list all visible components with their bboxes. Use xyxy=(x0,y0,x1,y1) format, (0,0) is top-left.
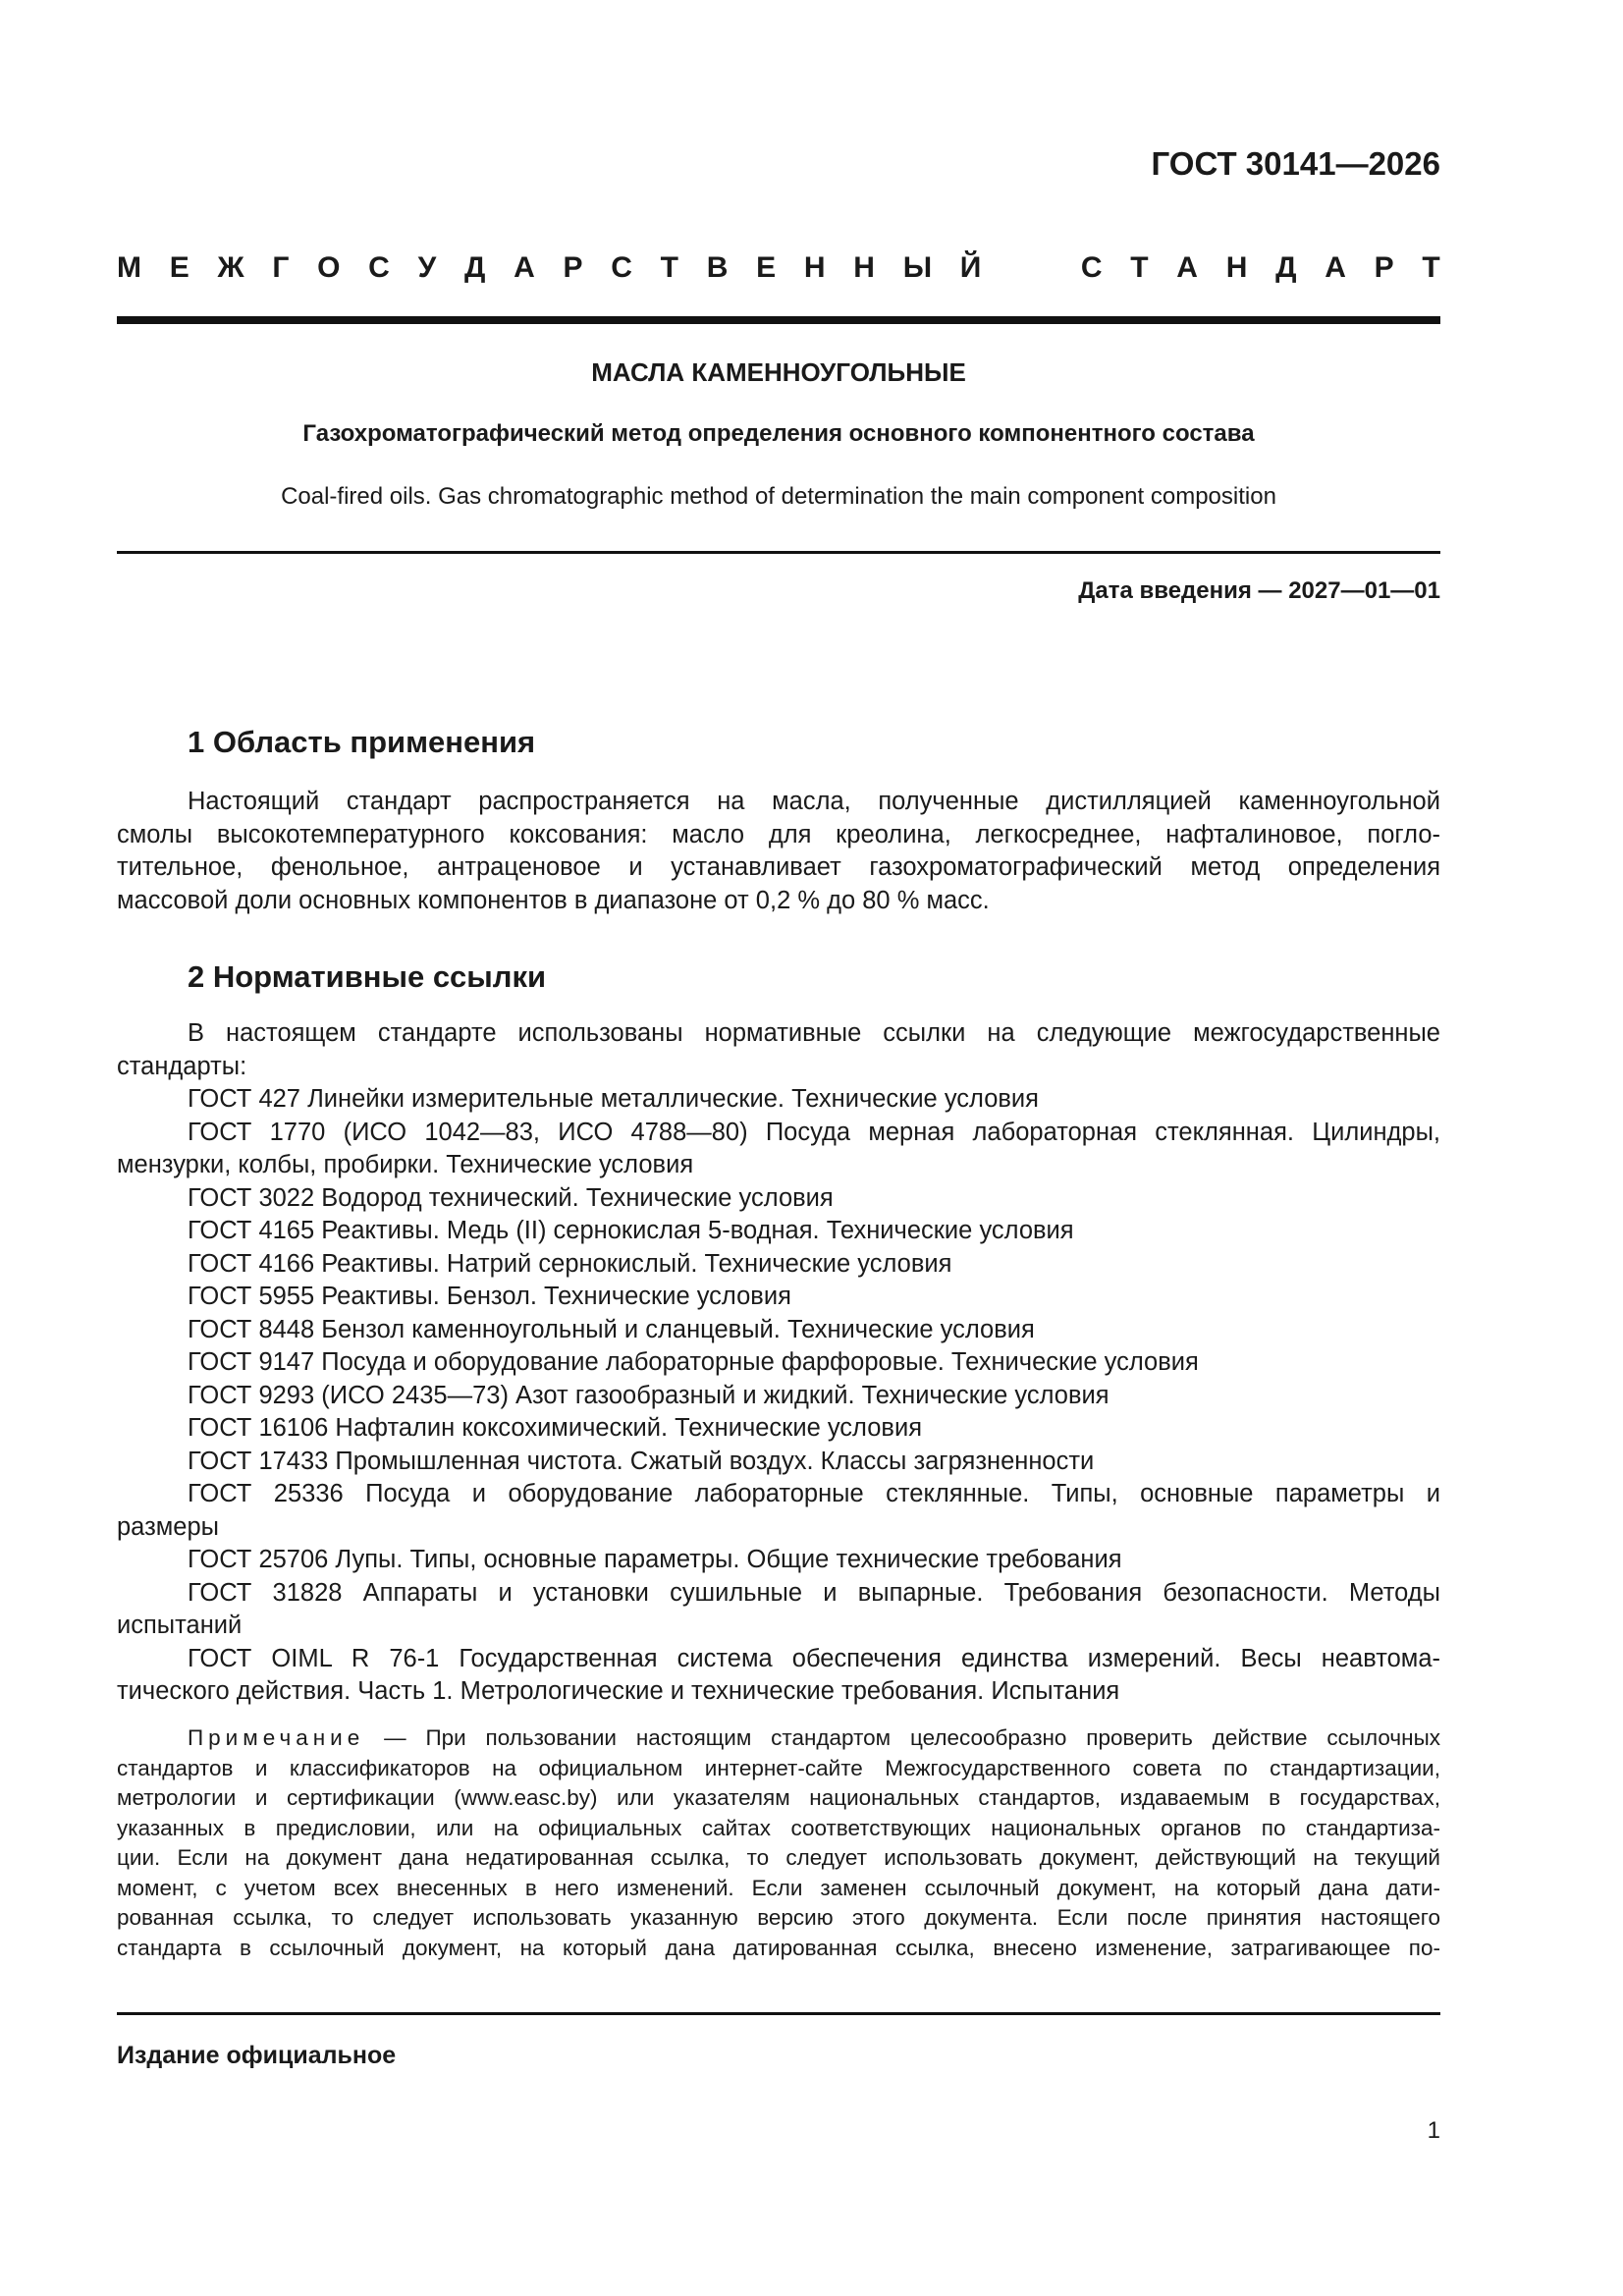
standard-type-letter: Р xyxy=(563,251,583,284)
reference-item: ГОСТ 4165 Реактивы. Медь (II) сернокислая 5-водная. Технические условия xyxy=(188,1217,1074,1244)
standard-type-letter: В xyxy=(706,251,729,284)
standard-type-letter: С xyxy=(611,251,632,284)
standard-type-heading xyxy=(117,251,1440,285)
standard-type-letter: А xyxy=(1325,251,1346,284)
note-label: Примечание xyxy=(188,1725,365,1750)
reference-item: ГОСТ 25706 Лупы. Типы, основные параметры. Общие технические требования xyxy=(188,1546,1122,1573)
document-title: МАСЛА КАМЕННОУГОЛЬНЫЕ xyxy=(591,357,966,387)
document-number: ГОСТ 30141—2026 xyxy=(1151,145,1440,182)
reference-item: ГОСТ 1770 (ИСО 1042—83, ИСО 4788—80) Посуда мерная лабораторная стеклянная. Цилиндры, xyxy=(188,1118,1440,1146)
standard-type-letter: С xyxy=(368,251,390,284)
reference-item: ГОСТ 8448 Бензол каменноугольный и сланцевый. Технические условия xyxy=(188,1315,1035,1343)
note-line: указанных в предисловии, или на официальных сайтах соответствующих национальных органов по стандартиза- xyxy=(117,1815,1440,1840)
page-number: 1 xyxy=(1427,2117,1440,2144)
standard-type-letter: М xyxy=(117,251,141,284)
standard-type-letter: Д xyxy=(1275,251,1297,284)
standard-type-letter: Н xyxy=(1225,251,1248,284)
standard-type-letter: С xyxy=(1080,251,1103,284)
paragraph-line: массовой доли основных компонентов в диапазоне от 0,2 % до 80 % масс. xyxy=(117,886,990,914)
standard-type-letter: Т xyxy=(660,251,678,284)
reference-item: ГОСТ 9293 (ИСО 2435—73) Азот газообразный и жидкий. Технические условия xyxy=(188,1381,1109,1409)
header-thick-rule xyxy=(117,316,1440,324)
standard-type-letter: Е xyxy=(756,251,777,284)
standard-type-letter: Д xyxy=(463,251,486,284)
standard-type-letter: Ж xyxy=(217,251,244,284)
document-page xyxy=(117,0,1440,2296)
title-bottom-rule xyxy=(117,551,1440,554)
note-block xyxy=(117,1723,1440,1963)
reference-item: ГОСТ 4166 Реактивы. Натрий сернокислый. Технические условия xyxy=(188,1249,952,1278)
reference-item: ГОСТ 427 Линейки измерительные металлические. Технические условия xyxy=(188,1085,1039,1113)
document-subtitle: Газохроматографический метод определения основного компонентного состава xyxy=(302,420,1255,447)
standard-type-letter: А xyxy=(1176,251,1198,284)
section-scope-body xyxy=(117,786,1440,917)
standard-type-letter: Т xyxy=(1130,251,1149,284)
note-first-line xyxy=(117,1723,1440,1754)
paragraph-line: смолы высокотемпературного коксования: масло для креолина, легкосреднее, нафталиновое, погло- xyxy=(117,820,1440,848)
reference-item: ГОСТ 5955 Реактивы. Бензол. Технические условия xyxy=(188,1283,791,1310)
note-line: момент, с учетом всех внесенных в него изменений. Если заменен ссылочный документ, на который дана дати- xyxy=(117,1875,1440,1900)
standard-type-letter: Н xyxy=(853,251,875,284)
standard-type-letter: А xyxy=(514,251,535,284)
section-heading-references: 2 Нормативные ссылки xyxy=(188,959,547,994)
reference-item-continuation: мензурки, колбы, пробирки. Технические условия xyxy=(117,1151,694,1178)
reference-item: ГОСТ 9147 Посуда и оборудование лабораторные фарфоровые. Технические условия xyxy=(188,1348,1199,1376)
note-line: стандартов и классификаторов на официальном интернет-сайте Межгосударственного совета по стандартизации, xyxy=(117,1755,1440,1780)
note-line: стандарта в ссылочный документ, на который дана датированная ссылка, внесено изменение, затрагивающее по- xyxy=(117,1935,1440,1960)
standard-type-letter: Т xyxy=(1422,251,1440,284)
note-first-line-text: — При пользовании настоящим стандартом целесообразно проверить действие ссылочных xyxy=(384,1725,1440,1750)
reference-item-continuation: размеры xyxy=(117,1512,219,1541)
reference-item: ГОСТ 25336 Посуда и оборудование лабораторные стеклянные. Типы, основные параметры и xyxy=(188,1480,1440,1507)
document-title-english: Coal-fired oils. Gas chromatographic method of determination the main component composition xyxy=(281,483,1276,510)
paragraph-line: Настоящий стандарт распространяется на масла, полученные дистилляцией каменноугольной xyxy=(188,788,1440,815)
section-heading-scope: 1 Область применения xyxy=(188,725,536,759)
note-line: рованная ссылка, то следует использовать указанную версию этого документа. Если после принятия настоящего xyxy=(117,1905,1440,1930)
note-line: метрологии и сертификации (www.easc.by) или указателям национальных стандартов, издаваемым в государствах, xyxy=(117,1785,1440,1810)
reference-item: ГОСТ 31828 Аппараты и установки сушильные и выпарные. Требования безопасности. Методы xyxy=(188,1578,1440,1607)
standard-type-letter: Р xyxy=(1374,251,1394,284)
paragraph-line: тительное, фенольное, антраценовое и устанавливает газохроматографический метод определения xyxy=(117,853,1440,881)
official-edition-label: Издание официальное xyxy=(117,2042,397,2069)
section-references-body xyxy=(117,1017,1440,1709)
introduction-date: Дата введения — 2027—01—01 xyxy=(1078,577,1440,604)
references-intro-line: стандарты: xyxy=(117,1052,247,1080)
reference-item-continuation: испытаний xyxy=(117,1612,243,1639)
standard-type-letter: Ы xyxy=(902,251,933,284)
standard-type-letter: О xyxy=(317,251,341,284)
reference-item: ГОСТ OIML R 76-1 Государственная система обеспечения единства измерений. Весы неавтома- xyxy=(188,1644,1440,1672)
footer-rule xyxy=(117,2012,1440,2015)
note-line: ции. Если на документ дана недатированная ссылка, то следует использовать документ, действующий на текущий xyxy=(117,1845,1440,1870)
reference-item-continuation: тического действия. Часть 1. Метрологические и технические требования. Испытания xyxy=(117,1677,1120,1705)
reference-item: ГОСТ 17433 Промышленная чистота. Сжатый воздух. Классы загрязненности xyxy=(188,1447,1095,1475)
standard-type-letter: Г xyxy=(272,251,290,284)
standard-type-letter: Й xyxy=(959,251,982,284)
reference-item: ГОСТ 3022 Водород технический. Технические условия xyxy=(188,1183,834,1212)
reference-item: ГОСТ 16106 Нафталин коксохимический. Технические условия xyxy=(188,1414,923,1442)
references-intro-line: В настоящем стандарте использованы нормативные ссылки на следующие межгосударственные xyxy=(188,1019,1440,1047)
standard-type-letter: У xyxy=(417,251,437,284)
standard-type-letter: Н xyxy=(803,251,826,284)
standard-type-word-gap xyxy=(1009,251,1053,285)
standard-type-letter: Е xyxy=(169,251,189,284)
